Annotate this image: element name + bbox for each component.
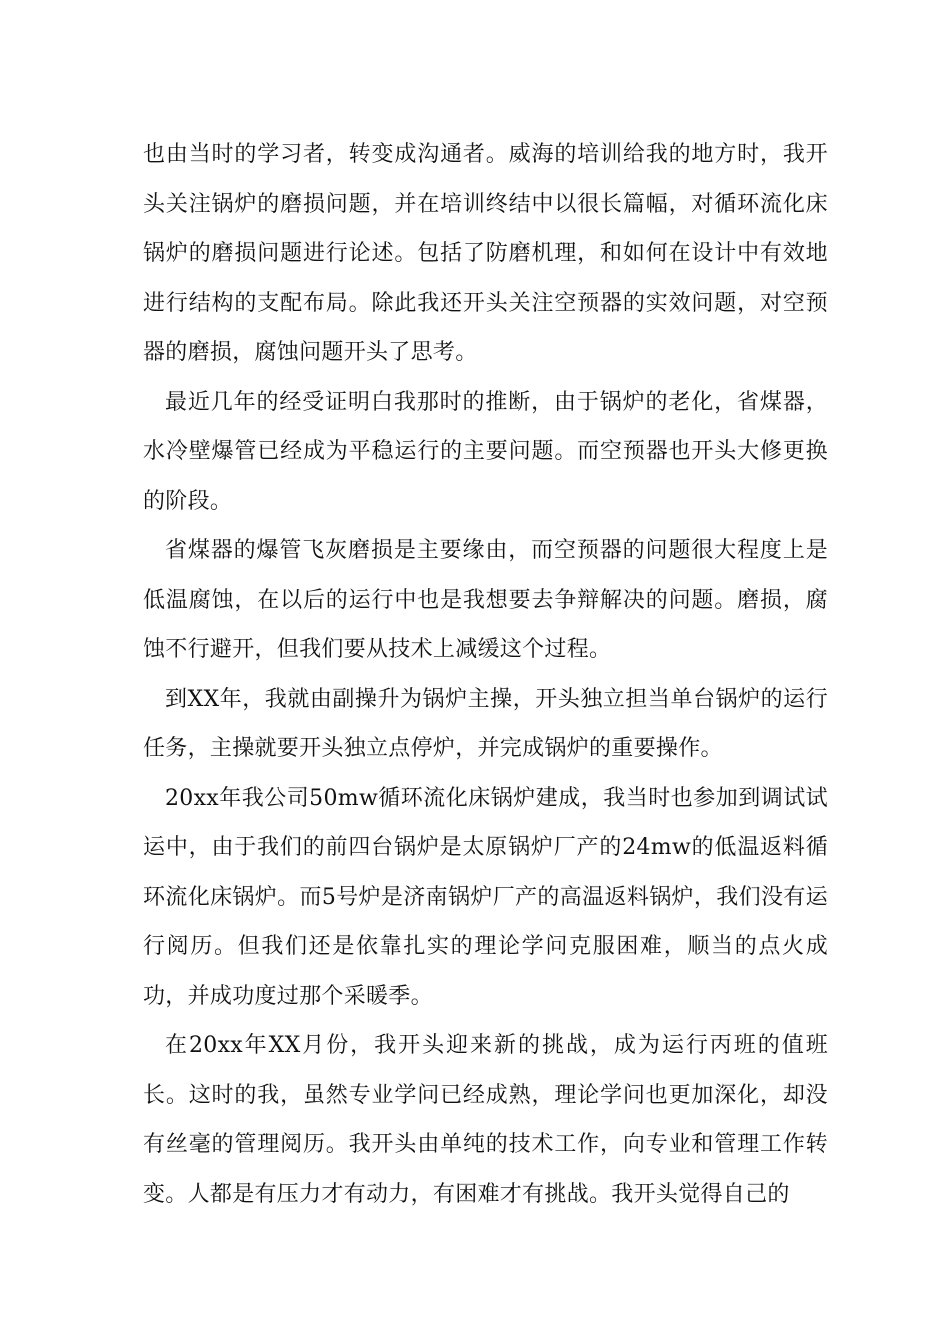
paragraph-3: 省煤器的爆管飞灰磨损是主要缘由，而空预器的问题很大程度上是低温腐蚀，在以后的运行中也是我想要去争辩解决的问题。磨损，腐蚀不行避开，但我们要从技术上减缓这个过程。 (143, 538, 828, 662)
paragraph-6: 在20xx年XX月份，我开头迎来新的挑战，成为运行丙班的值班长。这时的我，虽然专业学问已经成熟，理论学问也更加深化，却没有丝毫的管理阅历。我开头由单纯的技术工作，向专业和管理工作转变。人都是有压力才有动力，有困难才有挑战。我开头觉得自己的 (143, 1033, 828, 1207)
paragraph-4: 到XX年，我就由副操升为锅炉主操，开头独立担当单台锅炉的运行任务，主操就要开头独立点停炉，并完成锅炉的重要操作。 (143, 686, 828, 761)
paragraph-1: 也由当时的学习者，转变成沟通者。威海的培训给我的地方时，我开头关注锅炉的磨损问题，并在培训终结中以很长篇幅，对循环流化床锅炉的磨损问题进行论述。包括了防磨机理，和如何在设计中有效地进行结构的支配布局。除此我还开头关注空预器的实效问题，对空预器的磨损，腐蚀问题开头了思考。 (143, 142, 828, 365)
document-body (143, 130, 828, 1219)
paragraph-5: 20xx年我公司50mw循环流化床锅炉建成，我当时也参加到调试试运中，由于我们的前四台锅炉是太原锅炉厂产的24mw的低温返料循环流化床锅炉。而5号炉是济南锅炉厂产的高温返料锅炉，我们没有运行阅历。但我们还是依靠扎实的理论学问克服困难，顺当的点火成功，并成功度过那个采暖季。 (143, 785, 828, 1009)
paragraph-2: 最近几年的经受证明白我那时的推断，由于锅炉的老化，省煤器，水冷壁爆管已经成为平稳运行的主要问题。而空预器也开头大修更换的阶段。 (143, 389, 828, 514)
